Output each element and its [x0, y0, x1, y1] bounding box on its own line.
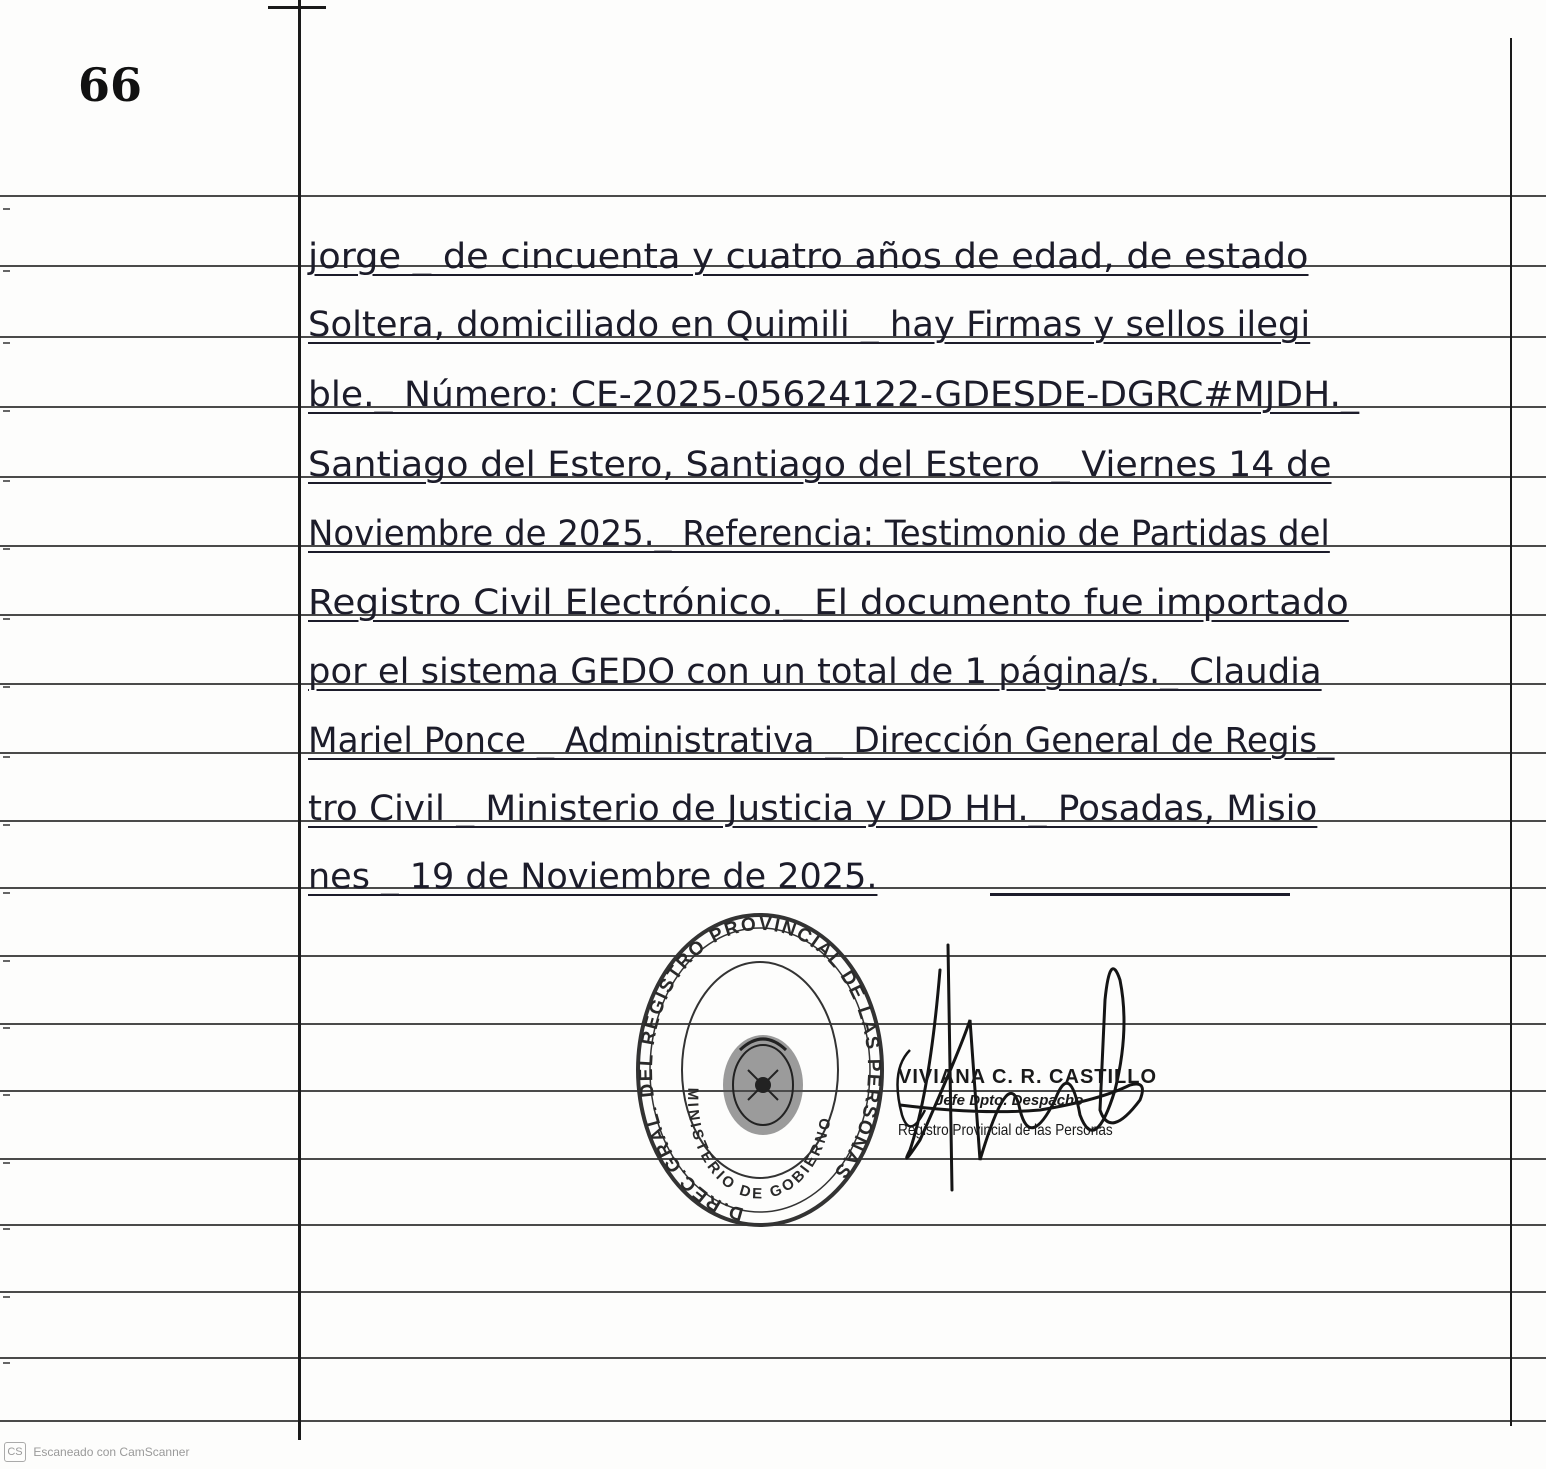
signatory-name: VIVIANA C. R. CASTILLO — [898, 1066, 1158, 1088]
handwritten-line: Noviembre de 2025._ Referencia: Testimonio de Partidas del — [308, 514, 1330, 554]
closing-dash — [990, 893, 1290, 896]
handwritten-line: ble._ Número: CE-2025-05624122-GDESDE-DGRC#MJDH._ — [308, 375, 1360, 415]
punch-mark — [3, 1027, 10, 1029]
ruled-line — [0, 1291, 1546, 1293]
signatory-organization: Registro Provincial de las Personas — [898, 1122, 1113, 1139]
punch-mark — [3, 1296, 10, 1298]
punch-mark — [3, 342, 10, 344]
punch-mark — [3, 686, 10, 688]
handwritten-line: Mariel Ponce _ Administrativa _ Dirección General de Regis_ — [308, 721, 1335, 761]
signatory-title: Jefe Dpto. Despacho — [935, 1092, 1084, 1109]
left-margin-line — [298, 0, 301, 1440]
punch-mark — [3, 208, 10, 210]
seal-inner-text: MINISTERIO DE GOBIERNO — [683, 1087, 835, 1203]
punch-mark — [3, 960, 10, 962]
punch-mark — [3, 410, 10, 412]
handwritten-line: jorge _ de cincuenta y cuatro años de edad, de estado — [308, 237, 1309, 277]
punch-mark — [3, 1162, 10, 1164]
handwritten-line: tro Civil _ Ministerio de Justicia y DD HH._ Posadas, Misio — [308, 789, 1318, 829]
camscanner-icon: CS — [4, 1442, 26, 1462]
scanner-label: Escaneado con CamScanner — [33, 1445, 190, 1459]
punch-mark — [3, 480, 10, 482]
punch-mark — [3, 1094, 10, 1096]
punch-mark — [3, 270, 10, 272]
margin-tick — [268, 6, 326, 9]
seal-outer-text: D.REC.GRAL. DEL REGISTRO PROVINCIAL DE LAS PERSONAS — [635, 913, 885, 1225]
ruled-line — [0, 1420, 1546, 1422]
right-margin-line — [1510, 38, 1512, 1426]
ruled-line — [0, 1357, 1546, 1359]
handwritten-line: por el sistema GEDO con un total de 1 página/s._ Claudia — [308, 652, 1322, 692]
page-number: 66 — [78, 58, 143, 112]
punch-mark — [3, 548, 10, 550]
handwritten-line: nes _ 19 de Noviembre de 2025. — [308, 857, 878, 897]
punch-mark — [3, 892, 10, 894]
coat-of-arms-icon — [723, 1035, 803, 1135]
handwritten-line: Soltera, domiciliado en Quimili _ hay Firmas y sellos ilegi — [308, 305, 1311, 345]
punch-mark — [3, 1362, 10, 1364]
punch-mark — [3, 756, 10, 758]
ruled-line — [0, 195, 1546, 197]
handwritten-line: Registro Civil Electrónico._ El documento fue importado — [308, 583, 1349, 623]
handwritten-line: Santiago del Estero, Santiago del Estero _ Viernes 14 de — [308, 445, 1332, 485]
scanner-watermark — [4, 1442, 189, 1464]
punch-mark — [3, 824, 10, 826]
punch-mark — [3, 618, 10, 620]
punch-mark — [3, 1228, 10, 1230]
official-seal — [630, 910, 890, 1240]
